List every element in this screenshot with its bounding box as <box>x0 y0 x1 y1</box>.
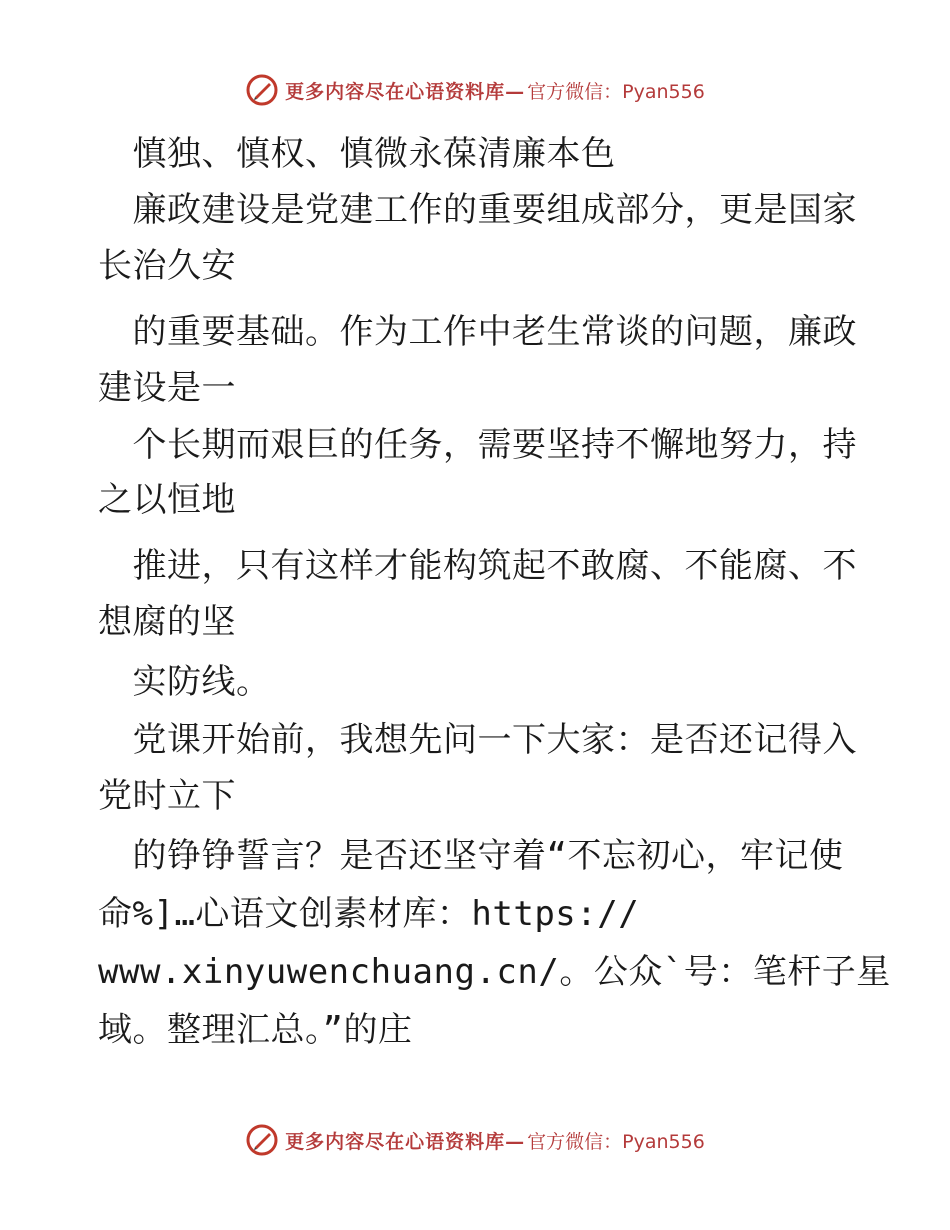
footer-brand-text: 更多内容尽在心语资料库— <box>285 1130 526 1153</box>
footer-wechat-text: 官方微信：Pyan556 <box>527 1130 705 1153</box>
pen-logo-icon <box>245 73 279 107</box>
pen-logo-icon <box>245 1123 279 1157</box>
header-brand-text: 更多内容尽在心语资料库— <box>285 80 526 103</box>
header-banner <box>0 70 950 110</box>
doc-line: 个长期而艰巨的任务，需要坚持不懈地努力，持 <box>98 425 857 465</box>
doc-title: 慎独、慎权、慎微永葆清廉本色 <box>98 134 616 174</box>
header-wechat-text: 官方微信：Pyan556 <box>527 80 705 103</box>
doc-line: 建设是一 <box>98 368 236 408</box>
doc-line: 廉政建设是党建工作的重要组成部分，更是国家 <box>98 190 857 230</box>
doc-line: www.xinyuwenchuang.cn/。公众`号：笔杆子星 <box>98 952 891 992</box>
doc-line: 党时立下 <box>98 776 236 816</box>
doc-line: 的重要基础。作为工作中老生常谈的问题，廉政 <box>98 312 857 352</box>
footer-banner <box>0 1120 950 1160</box>
doc-line: 命%]…心语文创素材库：https:// <box>98 894 640 934</box>
doc-line: 域。整理汇总。”的庄 <box>98 1010 413 1050</box>
doc-line: 之以恒地 <box>98 480 236 520</box>
doc-line: 想腐的坚 <box>98 602 236 642</box>
doc-line: 实防线。 <box>98 662 271 702</box>
doc-line: 的铮铮誓言？是否还坚守着“不忘初心，牢记使 <box>98 836 844 876</box>
doc-line: 长治久安 <box>98 246 236 286</box>
doc-line: 党课开始前，我想先问一下大家：是否还记得入 <box>98 720 857 760</box>
doc-line: 推进，只有这样才能构筑起不敢腐、不能腐、不 <box>98 546 857 586</box>
